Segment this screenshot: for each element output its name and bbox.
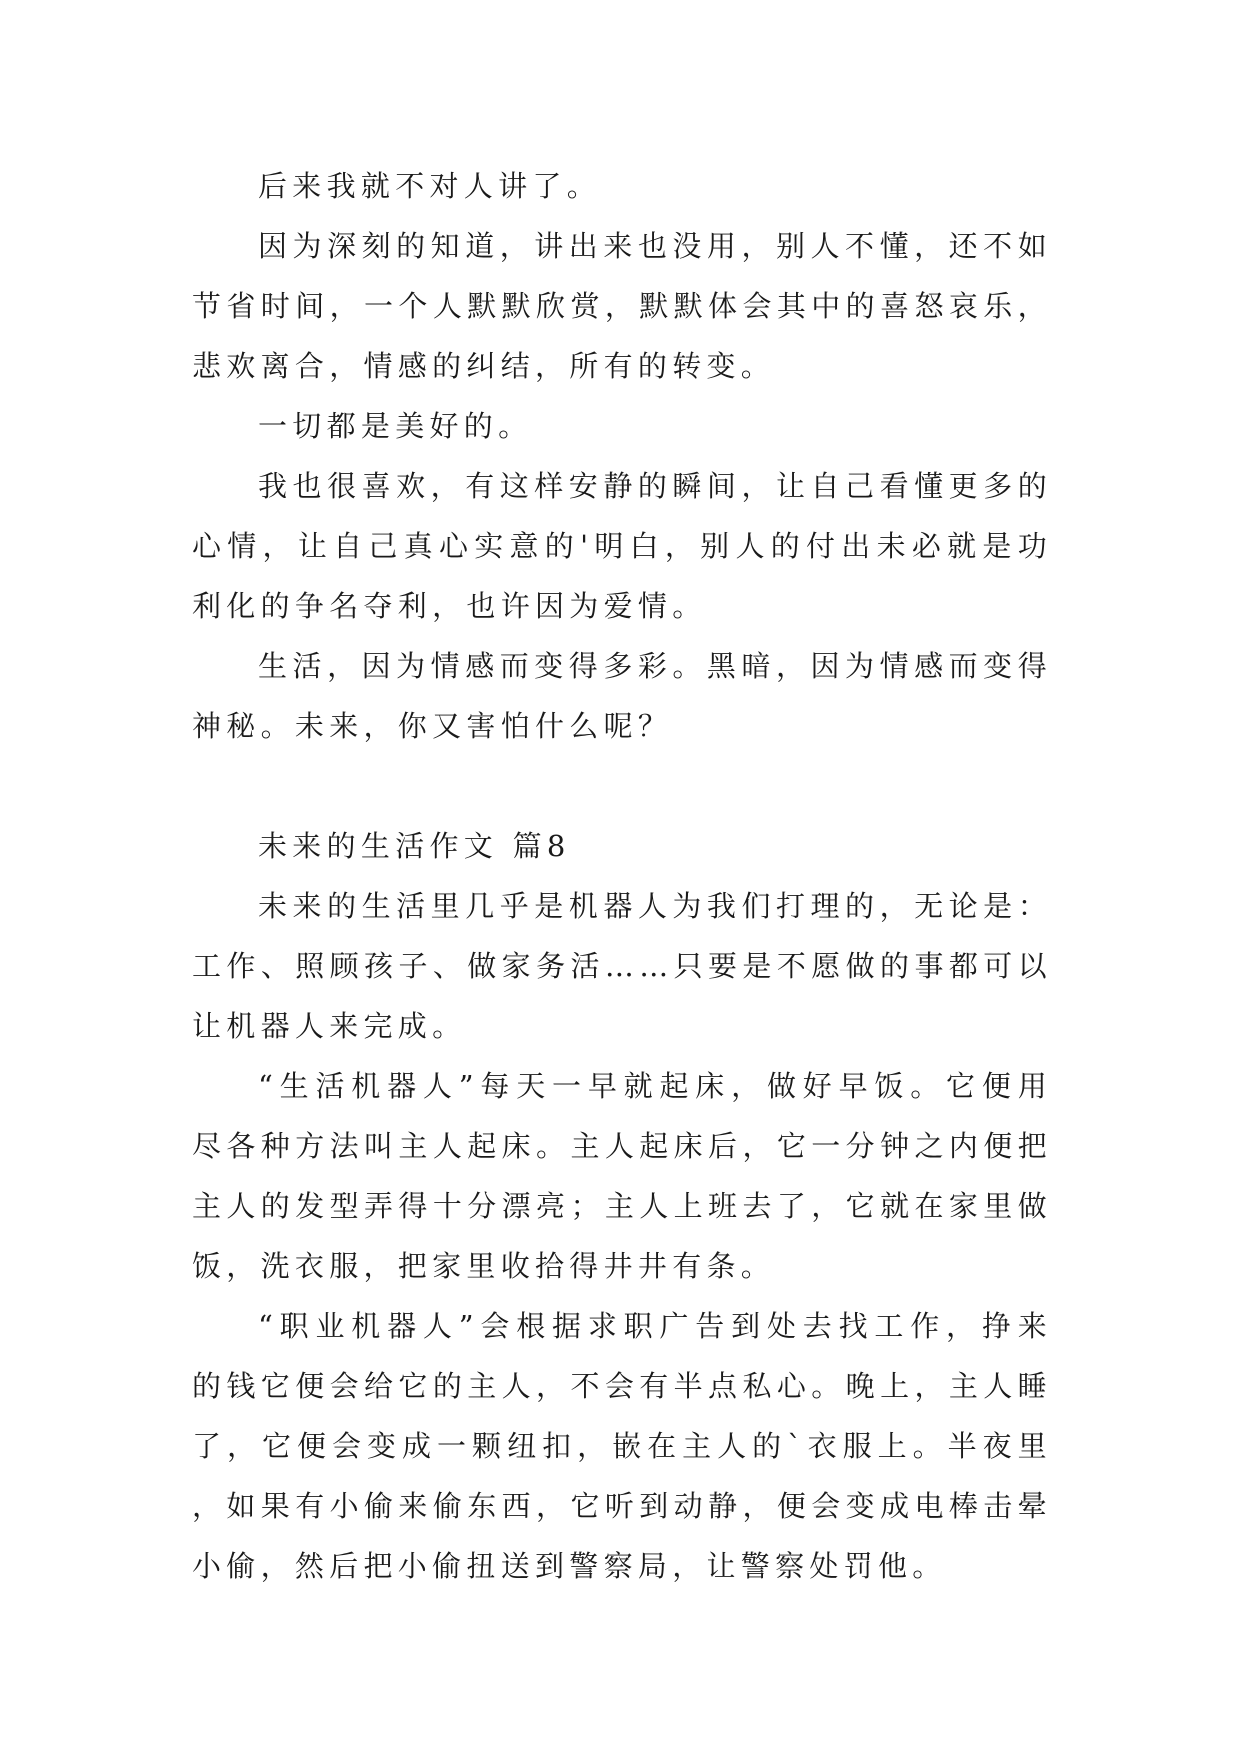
paragraph: “生活机器人”每天一早就起床，做好早饭。它便用尽各种方法叫主人起床。主人起床后，它一分钟之内便把主人的发型弄得十分漂亮；主人上班去了，它就在家里做饭，洗衣服，把家里收拾得井井有条。 <box>192 1069 1052 1283</box>
section-spacer <box>192 756 1052 816</box>
paragraph: 一切都是美好的。 <box>258 409 533 443</box>
section-heading: 未来的生活作文 篇8 <box>258 829 571 863</box>
paragraph: 因为深刻的知道，讲出来也没用，别人不懂，还不如节省时间，一个人默默欣赏，默默体会其中的喜怒哀乐，悲欢离合，情感的纠结，所有的转变。 <box>192 229 1052 383</box>
paragraph: 后来我就不对人讲了。 <box>258 169 602 203</box>
paragraph: 生活，因为情感而变得多彩。黑暗，因为情感而变得神秘。未来，你又害怕什么呢？ <box>192 649 1052 743</box>
paragraph: 未来的生活里几乎是机器人为我们打理的，无论是：工作、照顾孩子、做家务活……只要是不愿做的事都可以让机器人来完成。 <box>192 889 1052 1043</box>
document-body <box>192 156 1052 1596</box>
paragraph: 我也很喜欢，有这样安静的瞬间，让自己看懂更多的心情，让自己真心实意的'明白，别人的付出未必就是功利化的争名夺利，也许因为爱情。 <box>192 469 1052 623</box>
paragraph: “职业机器人”会根据求职广告到处去找工作，挣来的钱它便会给它的主人，不会有半点私心。晚上，主人睡了，它便会变成一颗纽扣，嵌在主人的`衣服上。半夜里，如果有小偷来偷东西，它听到动静，便会变成电棒击晕小偷，然后把小偷扭送到警察局，让警察处罚他。 <box>192 1309 1052 1583</box>
